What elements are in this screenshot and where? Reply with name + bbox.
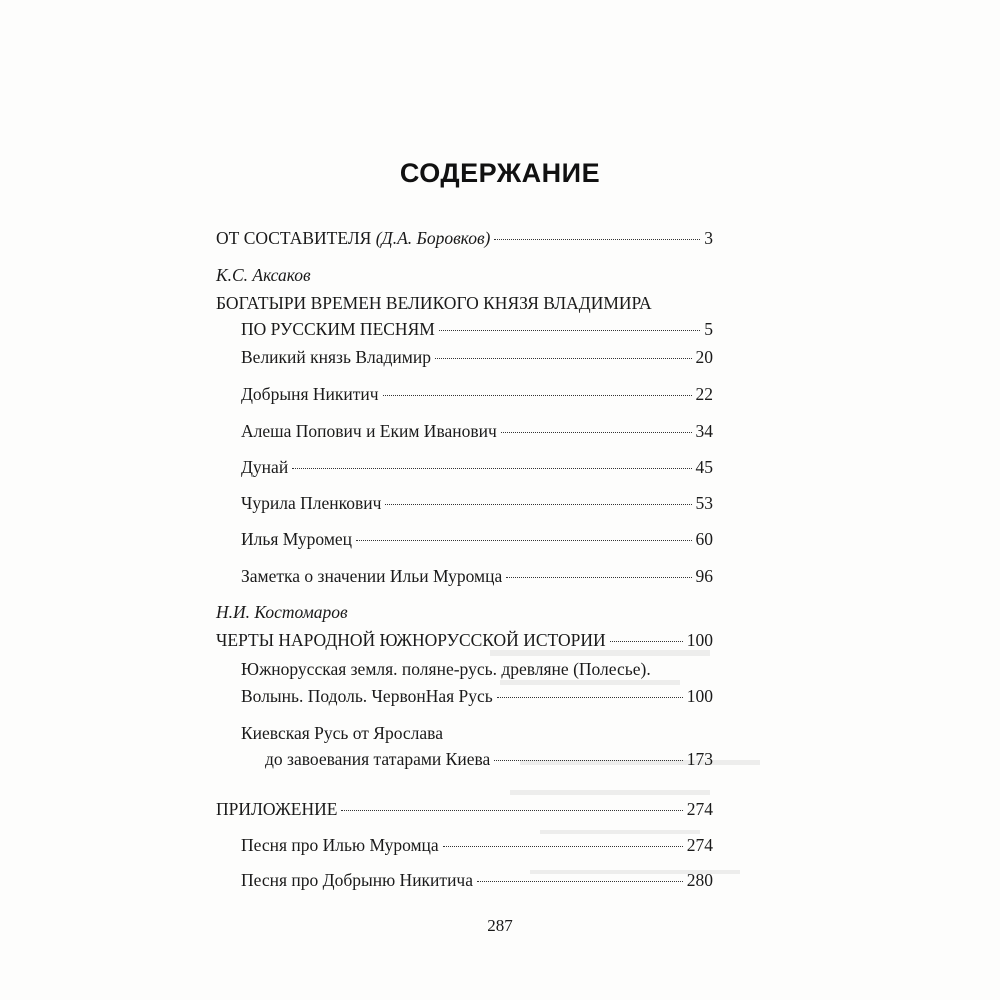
dot-leader (439, 330, 700, 331)
dot-leader (385, 504, 691, 505)
toc-entry[interactable] (241, 834, 713, 856)
toc-page-number: 100 (686, 630, 713, 650)
toc-entry-line: Южнорусская земля. поляне-русь. древляне (Полесье). (241, 659, 651, 679)
toc-entry-section2[interactable] (216, 629, 713, 651)
section-title: БОГАТЫРИ ВРЕМЕН ВЕЛИКОГО КНЯЗЯ ВЛАДИМИРА (216, 293, 652, 313)
toc-entry[interactable] (241, 420, 713, 442)
toc-page-number: 96 (695, 566, 713, 586)
dot-leader (341, 810, 682, 811)
toc-entry[interactable] (241, 685, 713, 707)
dot-leader (494, 760, 682, 761)
toc-entry-appendix[interactable] (216, 798, 713, 820)
toc-page-number: 100 (686, 686, 713, 706)
toc-entry-label: Волынь. Подоль. ЧервонНая Русь (241, 686, 493, 706)
section-author: Н.И. Костомаров (216, 602, 348, 622)
toc-entry[interactable] (241, 492, 713, 514)
toc-entry-label: Добрыня Никитич (241, 384, 379, 404)
preface-label: ОТ СОСТАВИТЕЛЯ (216, 228, 372, 248)
toc-entry-label: до завоевания татарами Киева (265, 749, 491, 769)
toc-page-number: 274 (686, 799, 713, 819)
toc-page-number: 60 (695, 529, 713, 549)
toc-entry-label: Дунай (241, 457, 289, 477)
dot-leader (494, 239, 700, 240)
toc-page-number: 173 (686, 749, 713, 769)
toc-page-number: 274 (686, 835, 713, 855)
toc-page-number: 34 (695, 421, 713, 441)
toc-entry-label: Песня про Илью Муромца (241, 835, 439, 855)
preface-editor: (Д.А. Боровков) (375, 228, 491, 248)
toc-entry[interactable] (241, 456, 713, 478)
toc-entry[interactable] (265, 748, 713, 770)
dot-leader (501, 432, 692, 433)
dot-leader (292, 468, 691, 469)
toc-page-number: 53 (695, 493, 713, 513)
toc-entry-label: Песня про Добрыню Никитича (241, 870, 474, 890)
toc-page-number: 280 (686, 870, 713, 890)
dot-leader (435, 358, 692, 359)
dot-leader (356, 540, 691, 541)
dot-leader (443, 846, 683, 847)
toc-entry-label: Великий князь Владимир (241, 347, 431, 367)
toc-entry-preface[interactable] (216, 227, 713, 249)
dot-leader (383, 395, 692, 396)
toc-entry[interactable] (241, 528, 713, 550)
page-title: СОДЕРЖАНИЕ (399, 158, 601, 188)
toc-entry-label: Илья Муромец (241, 529, 353, 549)
toc-entry-section1[interactable] (241, 318, 713, 340)
section-author: К.С. Аксаков (216, 265, 311, 285)
toc-entry-line: Киевская Русь от Ярослава (241, 723, 443, 743)
toc-page-number: 45 (695, 457, 713, 477)
toc-page-number: 3 (704, 228, 713, 248)
toc-entry[interactable] (241, 346, 713, 368)
toc-entry-label: ЧЕРТЫ НАРОДНОЙ ЮЖНОРУССКОЙ ИСТОРИИ (216, 630, 606, 650)
toc-page-number: 5 (704, 319, 713, 339)
toc-page-number: 22 (695, 384, 713, 404)
toc-page-number: 20 (695, 347, 713, 367)
toc-entry-label: ПРИЛОЖЕНИЕ (216, 799, 338, 819)
toc-entry-label: Чурила Пленкович (241, 493, 382, 513)
toc-entry-label (216, 227, 490, 249)
toc-entry-label: ПО РУССКИМ ПЕСНЯМ (241, 319, 435, 339)
toc-entry-label: Заметка о значении Ильи Муромца (241, 566, 503, 586)
toc-entry[interactable] (241, 383, 713, 405)
dot-leader (497, 697, 683, 698)
dot-leader (506, 577, 691, 578)
toc-entry[interactable] (241, 869, 713, 891)
toc-entry[interactable] (241, 565, 713, 587)
dot-leader (610, 641, 683, 642)
toc-entry-label: Алеша Попович и Еким Иванович (241, 421, 497, 441)
page-number: 287 (487, 916, 513, 935)
dot-leader (477, 881, 683, 882)
